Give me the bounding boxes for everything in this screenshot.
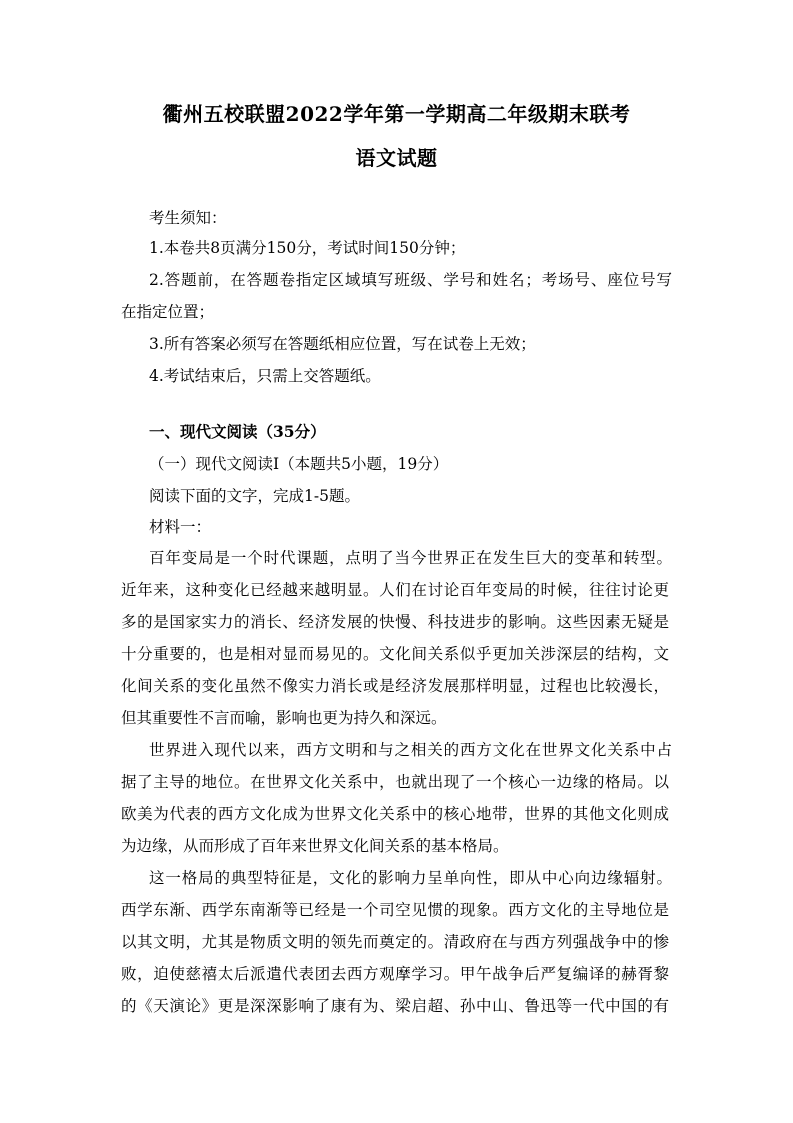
- paragraph-2-line-2: 据了主导的地位。在世界文化关系中，也就出现了一个核心一边缘的格局。以: [121, 773, 669, 791]
- sub-section-heading: （一）现代文阅读I（本题共5小题，19分）: [149, 455, 449, 473]
- paragraph-1-line-4: 十分重要的，也是相对显而易见的。文化间关系似乎更加关涉深层的结构，文: [121, 645, 669, 663]
- section-heading: 一、现代文阅读（35分）: [149, 422, 326, 441]
- paragraph-3-line-1: 这一格局的典型特征是，文化的影响力呈单向性，即从中心向边缘辐射。: [149, 869, 672, 887]
- paragraph-2-line-1: 世界进入现代以来，西方文明和与之相关的西方文化在世界文化关系中占: [149, 741, 672, 759]
- notice-item-3: 3.所有答案必须写在答题纸相应位置，写在试卷上无效；: [149, 335, 536, 353]
- paragraph-1-line-3: 多的是国家实力的消长、经济发展的快慢、科技进步的影响。这些因素无疑是: [121, 613, 669, 631]
- paragraph-1-line-1: 百年变局是一个时代课题，点明了当今世界正在发生巨大的变革和转型。: [149, 549, 672, 567]
- notice-heading: 考生须知：: [149, 209, 227, 227]
- paragraph-3-line-4: 败，迫使慈禧太后派遣代表团去西方观摩学习。甲午战争后严复编译的赫胥黎: [121, 965, 669, 983]
- exam-subtitle: 语文试题: [355, 146, 438, 170]
- material-label: 材料一：: [149, 518, 212, 536]
- reading-instruction: 阅读下面的文字，完成1-5题。: [149, 487, 360, 505]
- notice-item-2-line-2: 在指定位置；: [121, 303, 215, 321]
- paragraph-3-line-3: 以其文明，尤其是物质文明的领先而奠定的。清政府在与西方列强战争中的惨: [121, 933, 669, 951]
- paragraph-3-line-5: 的《天演论》更是深深影响了康有为、梁启超、孙中山、鲁迅等一代中国的有: [121, 997, 669, 1015]
- paragraph-2-line-3: 欧美为代表的西方文化成为世界文化关系中的核心地带，世界的其他文化则成: [121, 805, 669, 823]
- paragraph-1-line-6: 但其重要性不言而喻，影响也更为持久和深远。: [121, 709, 447, 727]
- notice-item-4: 4.考试结束后，只需上交答题纸。: [149, 367, 381, 385]
- paragraph-1-line-5: 化间关系的变化虽然不像实力消长或是经济发展那样明显，过程也比较漫长，: [121, 677, 669, 695]
- paragraph-1-line-2: 近年来，这种变化已经越来越明显。人们在讨论百年变局的时候，往往讨论更: [121, 581, 669, 599]
- paragraph-3-line-2: 西学东渐、西学东南渐等已经是一个司空见惯的现象。西方文化的主导地位是: [121, 901, 669, 919]
- notice-item-2-line-1: 2.答题前，在答题卷指定区域填写班级、学号和姓名；考场号、座位号写: [149, 271, 672, 289]
- exam-title: 衢州五校联盟2022学年第一学期高二年级期末联考: [162, 102, 631, 126]
- paragraph-2-line-4: 为边缘，从而形成了百年来世界文化间关系的基本格局。: [121, 837, 509, 855]
- notice-item-1: 1.本卷共8页满分150分，考试时间150分钟；: [149, 239, 466, 257]
